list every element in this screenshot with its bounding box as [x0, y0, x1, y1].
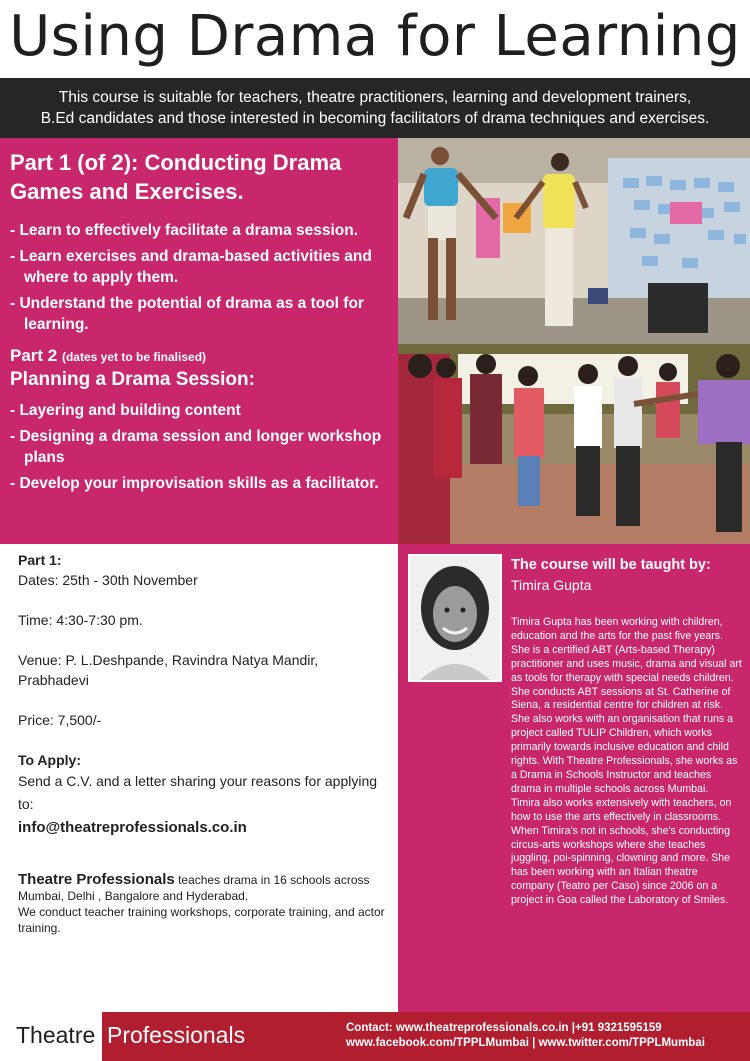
part1-bullet: - Learn exercises and drama-based activities and where to apply them.: [10, 248, 372, 286]
part1-heading: Part 1 (of 2): Conducting Drama Games and Exercises.: [10, 150, 342, 204]
teacher-panel: [398, 544, 750, 1012]
page-title: Using Drama for Learning: [9, 4, 741, 69]
taught-by-heading: The course will be taught by:: [511, 557, 711, 573]
group-exercise-illustration: [398, 344, 750, 544]
teacher-portrait: [408, 554, 502, 682]
part2-bullet: - Designing a drama session and longer workshop plans: [10, 428, 382, 466]
contact-line-1[interactable]: Contact: www.theatreprofessionals.co.in |+91 9321595159: [346, 1022, 662, 1034]
tp-description: [18, 872, 390, 904]
intro-line-2: B.Ed candidates and those interested in becoming facilitators of drama techniques and exercises.: [40, 110, 710, 127]
tp-text-2: We conduct teacher training workshops, corporate training, and actor training.: [18, 905, 385, 935]
intro-band: [0, 78, 750, 138]
teacher-name: Timira Gupta: [511, 577, 592, 593]
apply-text: Send a C.V. and a letter sharing your reasons for applying to:: [18, 773, 378, 812]
logo-theatre-word: Theatre: [16, 1022, 96, 1048]
teacher-portrait-illustration: [410, 556, 500, 680]
part2-heading: [10, 345, 388, 368]
course-details: [18, 550, 390, 936]
details-time: Time: 4:30-7:30 pm.: [18, 612, 143, 628]
part2-label: Part 2: [10, 346, 58, 365]
details-venue: Venue: P. L.Deshpande, Ravindra Natya Mandir, Prabhadevi: [18, 652, 319, 688]
apply-email[interactable]: info@theatreprofessionals.co.in: [18, 819, 247, 836]
part1-bullet: - Learn to effectively facilitate a drama session.: [10, 222, 359, 239]
workshop-room-illustration: [398, 138, 750, 344]
part2-bullet: - Develop your improvisation skills as a facilitator.: [10, 475, 379, 492]
details-part-label: Part 1:: [18, 552, 62, 568]
logo-professionals-word: Professionals: [107, 1022, 246, 1048]
tp-name: Theatre Professionals: [18, 871, 175, 888]
workshop-photo-room: [398, 138, 750, 344]
contact-line-2[interactable]: www.facebook.com/TPPLMumbai | www.twitter.com/TPPLMumbai: [346, 1037, 705, 1049]
part2-note: (dates yet to be finalised): [61, 350, 207, 364]
part2-bullet-list: [10, 400, 388, 494]
part2-subheading: Planning a Drama Session:: [10, 369, 255, 390]
details-dates: Dates: 25th - 30th November: [18, 572, 198, 588]
workshop-photo-group: [398, 344, 750, 544]
contact-info: [346, 1021, 746, 1051]
teacher-bio-paragraph-1: Timira Gupta has been working with children, education and the arts for the past five years. She is a certified ABT (Arts-based Therapy) practitioner and uses music, drama and visual art as tools for therapy with special needs children. She conducts ABT sessions at St. Catherine of Siena, a residential centre for children at risk. She also works with an organisation that runs a project called TULIP Children, which works primarily towards inclusive education and child rights. With Theatre Professionals, she works as a Drama in Schools Instructor and teaches drama in multiple schools across Mumbai.: [511, 616, 742, 795]
teacher-bio: [511, 616, 743, 908]
part1-bullet-list: [10, 220, 388, 335]
teacher-bio-paragraph-2: Timira also works extensively with teachers, on how to use the arts effectively in classrooms. When Timira's not in schools, she's conducting circus-arts workshops where she teaches juggling, poi-spinning, clowning and more. She has been working with an Italian theatre company (Teatro per Caso) since 2006 on a project in Goa called the Laboratory of Smiles.: [511, 796, 732, 907]
part1-bullet: - Understand the potential of drama as a tool for learning.: [10, 295, 364, 333]
apply-label: To Apply:: [18, 752, 81, 768]
intro-line-1: This course is suitable for teachers, theatre practitioners, learning and development trainers,: [58, 89, 692, 106]
part2-bullet: - Layering and building content: [10, 402, 241, 419]
tp-text-1: teaches drama in 16 schools across Mumbai, Delhi , Bangalore and Hyderabad.: [18, 873, 370, 903]
details-price: Price: 7,500/-: [18, 712, 102, 728]
course-outline-panel: [0, 138, 398, 544]
